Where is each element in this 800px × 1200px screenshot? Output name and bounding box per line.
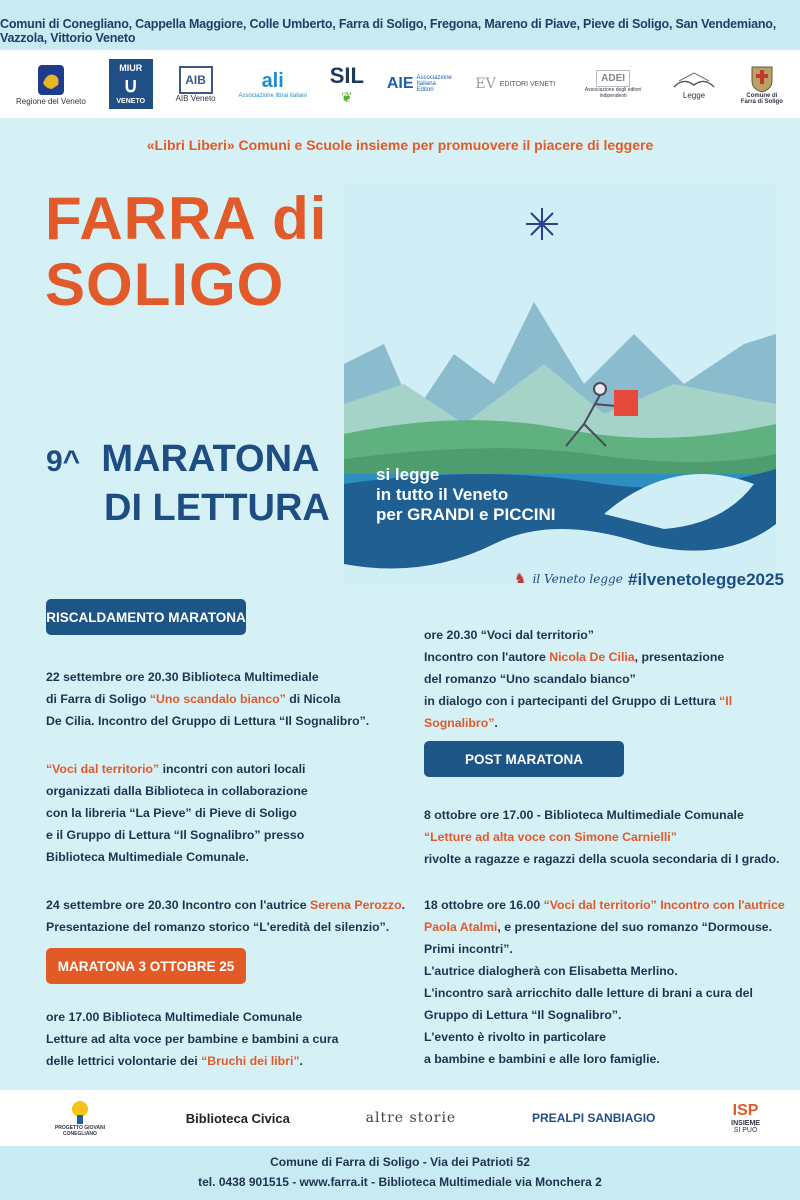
sponsors-bar — [0, 1090, 800, 1146]
isp-monogram-icon: ISP — [732, 1102, 759, 1119]
hashtag: #ilvenetolegge2025 — [628, 570, 784, 589]
event-post-1: 8 ottobre ore 17.00 - Biblioteca Multimediale Comunale “Letture ad alta voce con Simone Carnielli” rivolte a ragazze e ragazzi della scuola secondaria di I grado. — [424, 808, 780, 866]
edition-number: 9^ — [46, 445, 81, 478]
aie-logo: AIE Associazione Italiana Editori — [386, 75, 452, 93]
aib-logo: AIB AIB Veneto — [176, 66, 216, 103]
municipal-crest-icon — [749, 63, 775, 93]
lion-crest-icon — [34, 63, 68, 97]
biblioteca-civica-logo: Biblioteca Civica — [185, 1110, 290, 1126]
veneto-legge-logo: ♞ il Veneto legge — [514, 570, 623, 586]
footer-address: Comune di Farra di Soligo - Via dei Patrioti 52 — [270, 1155, 530, 1169]
regione-veneto-logo: Regione del Veneto — [16, 63, 86, 106]
progetto-giovani-logo: PROGETTO GIOVANI CONEGLIANO — [50, 1099, 110, 1137]
illustration-caption: si legge in tutto il Veneto per GRANDI e PICCINI — [376, 465, 556, 524]
partner-logos — [0, 50, 800, 118]
ali-logo: ali Associazione librai italiani — [238, 69, 307, 99]
lion-icon: ♞ — [514, 570, 527, 586]
comune-farra-logo: Comune di Farra di Soligo — [740, 63, 784, 105]
tagline: «Libri Liberi» Comuni e Scuole insieme per promuovere il piacere di leggere — [146, 137, 654, 153]
footer-contacts: tel. 0438 901515 - www.farra.it - Biblioteca Multimediale via Monchera 2 — [198, 1175, 602, 1189]
altre-storie-logo: altre storie — [365, 1110, 457, 1126]
prealpi-sanbiagio-logo: PREALPI SANBIAGIO — [532, 1111, 656, 1125]
pin-icon — [69, 1099, 91, 1125]
event-riscaldamento-2: 24 settembre ore 20.30 Incontro con l'autrice Serena Perozzo. Presentazione del romanzo storico “L'eredità del silenzio”. — [46, 898, 406, 934]
legge-logo: Legge — [671, 69, 717, 100]
sil-logo: SIL ❦ — [329, 62, 364, 105]
insieme-si-puo-logo: ISP INSIEME SI PUÒ — [731, 1102, 760, 1134]
section-label-post: POST MARATONA — [424, 741, 624, 777]
event-maratona: ore 17.00 Biblioteca Multimediale Comunale Letture ad alta voce per bambine e bambini a cura delle lettrici volontarie dei “Bruchi dei libri”. — [46, 1010, 339, 1068]
section-label-riscaldamento: RISCALDAMENTO MARATONA — [46, 599, 246, 635]
event-subtitle: 9^ MARATONA DI LETTURA — [46, 438, 330, 529]
adei-logo: ADEI Associazione degli editori indipendenti — [578, 70, 648, 99]
section-label-maratona: MARATONA 3 OTTOBRE 25 — [46, 948, 246, 984]
ev-monogram-icon: EV — [475, 76, 496, 92]
event-riscaldamento-1: 22 settembre ore 20.30 Biblioteca Multimediale di Farra di Soligo “Uno scandalo bianco” di Nicola De Cilia. Incontro del Gruppo di Lettura “Il Sognalibro”. — [46, 670, 370, 728]
page-title: FARRA di SOLIGO — [45, 185, 328, 318]
red-book-icon — [614, 390, 638, 416]
open-book-icon — [671, 69, 717, 91]
event-voci-dal-territorio: “Voci dal territorio” incontri con autori locali organizzati dalla Biblioteca in collaborazione con la libreria “La Pieve” di Pieve di Soligo e il Gruppo di Lettura “Il Sognalibro” presso Biblioteca Multimediale Comunale. — [46, 762, 308, 864]
municipalities-text: Comuni di Conegliano, Cappella Maggiore, Colle Umberto, Farra di Soligo, Fregona, Mareno di Piave, Pieve di Soligo, San Vendemiano, Vazzola, Vittorio Veneto — [0, 17, 777, 45]
footer — [0, 1146, 800, 1200]
event-serata: ore 20.30 “Voci dal territorio” Incontro con l'autore Nicola De Cilia, presentazione del romanzo “Uno scandalo bianco” in dialogo con i partecipanti del Gruppo di Lettura “Il Sognalibro”. — [424, 628, 733, 730]
editori-veneti-logo: EV EDITORI VENETI — [475, 76, 556, 92]
miur-logo: MIUR ∪ VENETO — [109, 59, 153, 109]
leaf-icon: ❦ — [341, 88, 353, 105]
event-post-2: 18 ottobre ore 16.00 “Voci dal territorio” Incontro con l'autrice Paola Atalmi, e presentazione del suo romanzo “Dormouse. Primi incontri”. L'autrice dialogherà con Elisabetta Merlino. L'incontro sarà arricchito dalle letture di brani a cura del Gruppo di Lettura “Il Sognalibro”. L'evento è rivolto in particolare a bambine e bambini e alle loro famiglie. — [424, 898, 785, 1066]
